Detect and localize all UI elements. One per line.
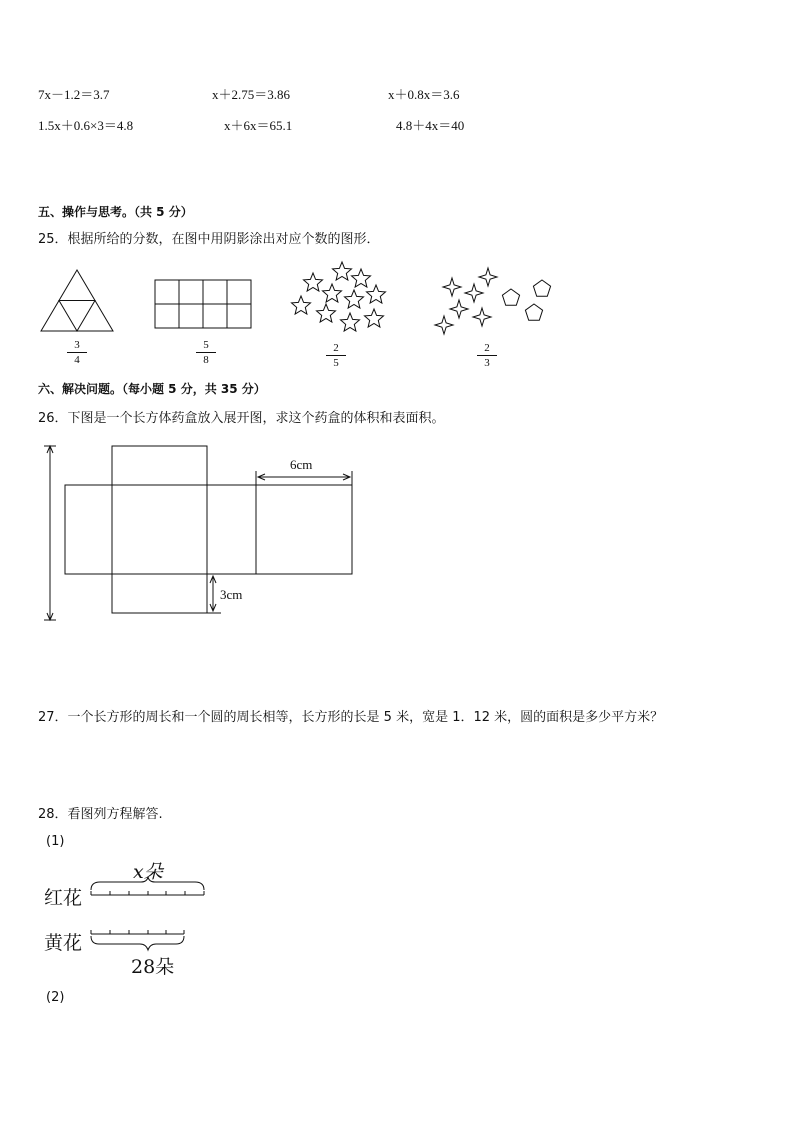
pentagon-shape [502,289,519,305]
question-28: 28．看图列方程解答. [38,807,163,822]
red-flower-label: 红花 [44,887,83,909]
label-6cm: 6cm [290,457,313,472]
star-shape [304,273,323,291]
four-point-star-shape [479,268,497,286]
question-26: 26．下图是一个长方体药盒放入展开图，求这个药盒的体积和表面积。 [38,411,445,426]
28-flowers-label: 28朵 [131,956,175,978]
equation-6: 4.8＋4x＝40 [396,118,465,133]
four-point-star-shape [450,300,468,318]
question-27: 27．一个长方形的周长和一个圆的周长相等，长方形的长是 5 米，宽是 1．12 米，圆的面积是多少平方米？ [38,710,664,725]
star-shape [333,262,352,280]
question-25: 25．根据所给的分数，在图中用阴影涂出对应个数的图形． [38,232,380,247]
stars-pentagons-figure [435,268,551,334]
pentagon-shape [525,304,542,320]
x-flowers-label: x朵 [133,861,163,883]
section-6-title: 六、解决问题。（每小题 5 分，共 35 分） [38,382,266,396]
section-5-title: 五、操作与思考。（共 5 分） [38,205,193,219]
four-point-star-shape [443,278,461,296]
fraction-two-thirds: $\frac{2}{3}$ [477,342,497,369]
star-shape [317,304,336,322]
four-point-star-shape [435,316,453,334]
star-shape [341,313,360,331]
equation-5: x＋6x＝65.1 [224,118,293,133]
yellow-flower-label: 黄花 [44,932,83,954]
equation-2: x＋2.75＝3.86 [212,87,291,102]
star-shape [345,290,364,308]
equation-4: 1.5x＋0.6×3＝4.8 [38,118,134,133]
fraction-three-quarters: $\frac{3}{4}$ [67,339,87,366]
fraction-five-eighths: $\frac{5}{8}$ [196,339,216,366]
pentagon-shape [533,280,550,296]
fraction-two-fifths: $\frac{2}{5}$ [326,342,346,369]
flower-bar-diagram [91,877,204,950]
part-1-label: (1) [46,834,65,849]
label-3cm: 3cm [220,587,243,602]
stars-figure [292,262,386,331]
four-point-star-shape [465,284,483,302]
triangle-figure [41,270,113,331]
equation-1: 7x－1.2＝3.7 [38,87,110,102]
star-shape [352,269,371,287]
part-2-label: (2) [46,990,65,1005]
four-point-star-shape [473,308,491,326]
equation-3: x＋0.8x＝3.6 [388,87,460,102]
star-shape [292,296,311,314]
star-shape [365,309,384,327]
rectangle-grid-figure [155,280,251,328]
star-shape [367,285,386,303]
star-shape [323,284,342,302]
